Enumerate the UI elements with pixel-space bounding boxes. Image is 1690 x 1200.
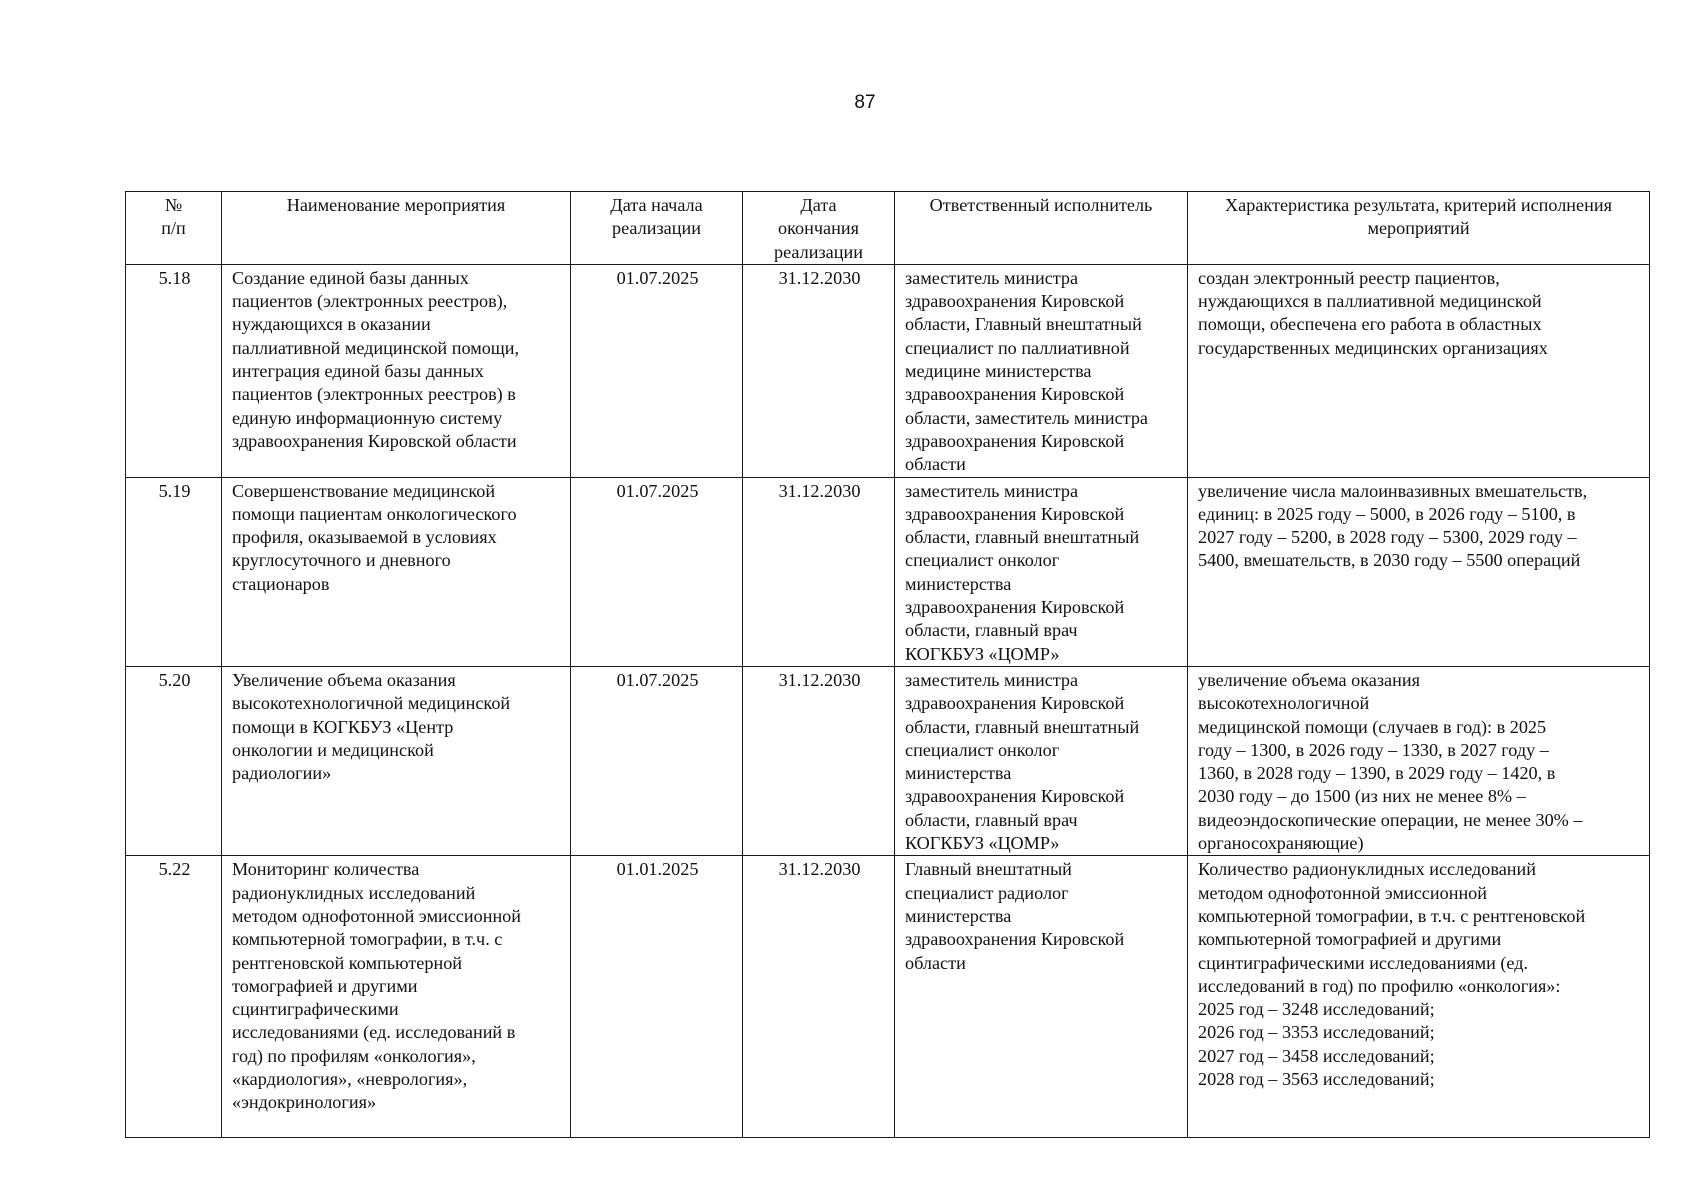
responsible-executor: [895, 264, 1188, 477]
header-name: [222, 192, 571, 265]
text-line: специалист онколог: [905, 550, 1060, 571]
row-number: 5.20: [126, 666, 222, 855]
text-line: п/п: [161, 218, 186, 239]
text-line: здравоохранения Кировской: [905, 929, 1125, 950]
header-end-date: [743, 192, 895, 265]
text-line: здравоохранения Кировской: [905, 693, 1125, 714]
start-date: 01.07.2025: [571, 666, 743, 855]
text-line: здравоохранения Кировской: [905, 597, 1125, 618]
text-line: интеграция единой базы данных: [232, 361, 484, 382]
text-line: профиля, оказываемой в условиях: [232, 527, 497, 548]
text-line: области, главный внештатный: [905, 716, 1140, 737]
start-date: 01.07.2025: [571, 477, 743, 666]
text-line: заместитель министра: [905, 480, 1079, 501]
text-line: Совершенствование медицинской: [232, 480, 496, 501]
text-line: радиологии»: [232, 763, 332, 784]
text-line: заместитель министра: [905, 669, 1079, 690]
text-line: 2025 год – 3248 исследований;: [1198, 999, 1435, 1020]
start-date: 01.07.2025: [571, 264, 743, 477]
text-line: рентгеновской компьютерной: [232, 952, 463, 973]
text-line: Характеристика результата, критерий исполнения: [1225, 195, 1612, 215]
text-line: пациентов (электронных реестров) в: [232, 384, 516, 405]
text-line: «эндокринология»: [232, 1092, 377, 1113]
text-line: высокотехнологичной медицинской: [232, 693, 511, 714]
text-line: реализации: [612, 218, 701, 239]
end-date: 31.12.2030: [743, 264, 895, 477]
text-line: компьютерной томографией и другими: [1198, 929, 1502, 950]
text-line: Главный внештатный: [905, 859, 1072, 880]
text-line: Количество радионуклидных исследований: [1198, 859, 1537, 880]
text-line: здравоохранения Кировской области: [232, 430, 517, 451]
text-line: Наименование мероприятия: [286, 195, 506, 215]
text-line: КОГКБУЗ «ЦОМР»: [905, 643, 1060, 664]
text-line: здравоохранения Кировской: [905, 384, 1125, 405]
text-line: увеличение числа малоинвазивных вмешательств,: [1198, 480, 1588, 501]
text-line: «кардиология», «неврология»,: [232, 1068, 468, 1089]
text-line: год) по профилям «онкология»,: [232, 1045, 476, 1066]
text-line: здравоохранения Кировской: [905, 291, 1125, 312]
measure-name: [222, 477, 571, 666]
text-line: увеличение объема оказания: [1198, 669, 1420, 690]
text-line: окончания: [778, 218, 859, 239]
text-line: круглосуточного и дневного: [232, 550, 451, 571]
result-description: [1188, 477, 1650, 666]
table-header-row: [126, 192, 1650, 265]
text-line: помощи в КОГКБУЗ «Центр: [232, 716, 454, 737]
result-description: [1188, 264, 1650, 477]
end-date: 31.12.2030: [743, 666, 895, 855]
text-line: исследований в год) по профилю «онкология»:: [1198, 975, 1561, 996]
text-line: №: [164, 195, 183, 215]
text-line: нуждающихся в оказании: [232, 314, 431, 335]
text-line: государственных медицинских организациях: [1198, 337, 1548, 358]
text-line: здравоохранения Кировской: [905, 503, 1125, 524]
text-line: 2028 год – 3563 исследований;: [1198, 1068, 1435, 1089]
text-line: году – 1300, в 2026 году – 1330, в 2027 году –: [1198, 739, 1549, 760]
text-line: стационаров: [232, 573, 330, 594]
text-line: специалист по паллиативной: [905, 337, 1130, 358]
text-line: области: [905, 952, 966, 973]
responsible-executor: [895, 666, 1188, 855]
text-line: методом однофотонной эмиссионной: [1198, 882, 1488, 903]
text-line: 2030 году – до 1500 (из них не менее 8% –: [1198, 786, 1526, 807]
page-number: 87: [854, 92, 876, 113]
text-line: Мониторинг количества: [232, 859, 420, 880]
text-line: здравоохранения Кировской: [905, 786, 1125, 807]
row-number: 5.22: [126, 856, 222, 1138]
text-line: Увеличение объема оказания: [232, 669, 456, 690]
text-line: медицине министерства: [905, 361, 1092, 382]
text-line: заместитель министра: [905, 267, 1079, 288]
text-line: сцинтиграфическими исследованиями (ед.: [1198, 952, 1529, 973]
text-line: томографией и другими: [232, 975, 418, 996]
text-line: области, главный врач: [905, 809, 1078, 830]
text-line: создан электронный реестр пациентов,: [1198, 267, 1500, 288]
text-line: радионуклидных исследований: [232, 882, 476, 903]
header-result: [1188, 192, 1650, 265]
text-line: реализации: [774, 241, 863, 262]
row-number: 5.18: [126, 264, 222, 477]
text-line: медицинской помощи (случаев в год): в 2025: [1198, 716, 1547, 737]
text-line: органосохраняющие): [1198, 833, 1364, 854]
text-line: пациентов (электронных реестров),: [232, 291, 508, 312]
text-line: 1360, в 2028 году – 1390, в 2029 году – 1420, в: [1198, 763, 1556, 784]
text-line: Создание единой базы данных: [232, 267, 469, 288]
text-line: министерства: [905, 763, 1012, 784]
result-description: [1188, 666, 1650, 855]
text-line: министерства: [905, 573, 1012, 594]
result-description: [1188, 856, 1650, 1138]
text-line: КОГКБУЗ «ЦОМР»: [905, 833, 1060, 854]
text-line: паллиативной медицинской помощи,: [232, 337, 520, 358]
text-line: 5400, вмешательств, в 2030 году – 5500 операций: [1198, 550, 1581, 571]
text-line: 2027 году – 5200, в 2028 году – 5300, 2029 году –: [1198, 527, 1577, 548]
text-line: области: [905, 454, 966, 475]
text-line: специалист радиолог: [905, 882, 1069, 903]
text-line: компьютерной томографии, в т.ч. с рентгеновской: [1198, 905, 1586, 926]
table-row: [126, 856, 1650, 1138]
table-row: [126, 477, 1650, 666]
text-line: области, заместитель министра: [905, 407, 1148, 428]
text-line: специалист онколог: [905, 739, 1060, 760]
row-number: 5.19: [126, 477, 222, 666]
text-line: 2026 год – 3353 исследований;: [1198, 1022, 1435, 1043]
measure-name: [222, 666, 571, 855]
text-line: министерства: [905, 905, 1012, 926]
text-line: помощи пациентам онкологического: [232, 503, 517, 524]
text-line: области, главный внештатный: [905, 527, 1140, 548]
text-line: высокотехнологичной: [1198, 693, 1370, 714]
text-line: помощи, обеспечена его работа в областных: [1198, 314, 1542, 335]
end-date: 31.12.2030: [743, 856, 895, 1138]
table-row: [126, 264, 1650, 477]
text-line: единую информационную систему: [232, 407, 503, 428]
text-line: методом однофотонной эмиссионной: [232, 905, 522, 926]
responsible-executor: [895, 856, 1188, 1138]
measure-name: [222, 856, 571, 1138]
text-line: видеоэндоскопические операции, не менее 30% –: [1198, 809, 1583, 830]
responsible-executor: [895, 477, 1188, 666]
measures-table: [125, 191, 1650, 1138]
end-date: 31.12.2030: [743, 477, 895, 666]
text-line: Ответственный исполнитель: [929, 195, 1153, 215]
measure-name: [222, 264, 571, 477]
text-line: мероприятий: [1367, 218, 1470, 239]
text-line: Дата начала: [610, 195, 703, 215]
text-line: онкологии и медицинской: [232, 739, 434, 760]
text-line: сцинтиграфическими: [232, 999, 399, 1020]
text-line: нуждающихся в паллиативной медицинской: [1198, 291, 1542, 312]
table-row: [126, 666, 1650, 855]
header-start-date: [571, 192, 743, 265]
header-executor: [895, 192, 1188, 265]
start-date: 01.01.2025: [571, 856, 743, 1138]
text-line: области, Главный внештатный: [905, 314, 1142, 335]
header-num: [126, 192, 222, 265]
text-line: Дата: [800, 195, 837, 215]
text-line: 2027 год – 3458 исследований;: [1198, 1045, 1435, 1066]
text-line: единиц: в 2025 году – 5000, в 2026 году – 5100, в: [1198, 503, 1576, 524]
text-line: области, главный врач: [905, 620, 1078, 641]
text-line: исследованиями (ед. исследований в: [232, 1022, 516, 1043]
text-line: компьютерной томографии, в т.ч. с: [232, 929, 503, 950]
text-line: здравоохранения Кировской: [905, 430, 1125, 451]
